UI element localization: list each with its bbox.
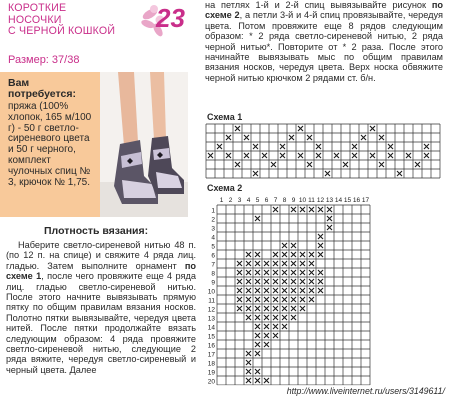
chart-mark-x (291, 243, 296, 248)
scheme-1-reference: по схеме 1 (6, 260, 196, 282)
chart-mark-x (262, 153, 267, 158)
chart-mark-x (264, 342, 269, 347)
chart-mark-x (291, 315, 296, 320)
chart-mark-x (282, 324, 287, 329)
chart-2-row-label: 3 (211, 225, 215, 233)
chart-2-grid (205, 194, 450, 401)
chart-mark-x (255, 288, 260, 293)
chart-mark-x (255, 252, 260, 257)
chart-mark-x (255, 324, 260, 329)
title-line-2: НОСОЧКИ (8, 13, 62, 26)
chart-mark-x (282, 306, 287, 311)
watermark-url: http://www.liveinternet.ru/users/3149611/ (205, 385, 445, 397)
chart-2-col-label: 8 (282, 197, 287, 204)
chart-mark-x (271, 162, 276, 167)
chart-mark-x (246, 369, 251, 374)
chart-2-col-label: 16 (352, 197, 361, 204)
chart-mark-x (235, 162, 240, 167)
chart-mark-x (246, 279, 251, 284)
chart-mark-x (264, 279, 269, 284)
chart-mark-x (280, 144, 285, 149)
chart-mark-x (300, 207, 305, 212)
chart-mark-x (318, 279, 323, 284)
chart-2-row-label: 17 (207, 351, 215, 359)
chart-mark-x (273, 279, 278, 284)
chart-mark-x (244, 135, 249, 140)
chart-mark-x (253, 144, 258, 149)
chart-2-row-label: 2 (211, 216, 215, 224)
chart-mark-x (406, 153, 411, 158)
chart-mark-x (255, 369, 260, 374)
chart-2-col-label: 12 (316, 197, 325, 204)
chart-mark-x (318, 243, 323, 248)
chart-mark-x (388, 153, 393, 158)
chart-mark-x (300, 306, 305, 311)
chart-mark-x (282, 315, 287, 320)
chart-2-col-label: 13 (325, 197, 334, 204)
chart-mark-x (246, 351, 251, 356)
chart-mark-x (255, 306, 260, 311)
instructions-left-column (6, 240, 196, 375)
chart-mark-x (246, 288, 251, 293)
chart-mark-x (282, 279, 287, 284)
chart-mark-x (255, 279, 260, 284)
chart-mark-x (264, 315, 269, 320)
instructions-right-column (205, 0, 443, 83)
chart-2-col-label: 6 (264, 197, 269, 204)
chart-1-grid (205, 123, 445, 179)
chart-mark-x (298, 153, 303, 158)
title-line-3: С ЧЕРНОЙ КОШКОЙ (8, 25, 116, 37)
chart-mark-x (273, 315, 278, 320)
chart-2-col-label: 10 (298, 197, 307, 204)
chart-mark-x (237, 288, 242, 293)
chart-2-col-label: 3 (237, 197, 242, 204)
chart-mark-x (379, 162, 384, 167)
chart-mark-x (282, 252, 287, 257)
chart-2-row-label: 14 (207, 324, 215, 332)
chart-mark-x (264, 270, 269, 275)
chart-2-row-label: 1 (211, 207, 215, 215)
chart-mark-x (226, 153, 231, 158)
chart-mark-x (273, 306, 278, 311)
chart-mark-x (273, 288, 278, 293)
chart-2-row-label: 9 (211, 279, 215, 287)
chart-mark-x (309, 288, 314, 293)
chart-2-row-label: 5 (211, 243, 215, 251)
chart-2-col-label: 9 (291, 197, 296, 204)
chart-mark-x (246, 315, 251, 320)
chart-mark-x (327, 216, 332, 221)
chart-mark-x (309, 270, 314, 275)
chart-2-row-label: 6 (211, 252, 215, 260)
chart-2-col-label: 14 (334, 197, 343, 204)
chart-mark-x (255, 333, 260, 338)
chart-mark-x (300, 270, 305, 275)
scheme-2-reference: по схеме 2 (205, 0, 443, 21)
chart-2-col-label: 15 (343, 197, 352, 204)
chart-mark-x (273, 252, 278, 257)
text-run: на петлях 1-й и 2-й спиц вывязывайте рисунок (205, 0, 432, 10)
chart-mark-x (300, 279, 305, 284)
chart-mark-x (255, 297, 260, 302)
chart-mark-x (273, 261, 278, 266)
chart-mark-x (244, 153, 249, 158)
chart-mark-x (415, 162, 420, 167)
chart-mark-x (309, 252, 314, 257)
chart-mark-x (255, 378, 260, 383)
chart-mark-x (300, 288, 305, 293)
chart-2-row-label: 13 (207, 315, 215, 323)
chart-2-row-label: 16 (207, 342, 215, 350)
chart-mark-x (307, 162, 312, 167)
chart-mark-x (318, 252, 323, 257)
chart-mark-x (237, 261, 242, 266)
chart-mark-x (334, 153, 339, 158)
chart-mark-x (255, 216, 260, 221)
chart-mark-x (379, 135, 384, 140)
chart-2-col-label: 2 (228, 197, 233, 204)
chart-mark-x (282, 270, 287, 275)
chart-2-row-label: 7 (211, 261, 215, 269)
chart-mark-x (246, 306, 251, 311)
chart-mark-x (300, 297, 305, 302)
knitted-socks-photo-icon (100, 72, 188, 217)
chart-mark-x (291, 270, 296, 275)
chart-mark-x (291, 306, 296, 311)
chart-2-row-label: 4 (211, 234, 215, 242)
materials-text: пряжа (100% хлопок, 165 м/100 г) - 50 г светло-сиреневого цвета и 50 г черного, комплект чулочных спиц № 3, крючок № 1,75. (8, 101, 92, 188)
chart-mark-x (282, 243, 287, 248)
chart-mark-x (318, 207, 323, 212)
page-number-badge: 23 (156, 3, 185, 33)
chart-mark-x (309, 279, 314, 284)
chart-2-row-label: 11 (208, 297, 215, 305)
chart-mark-x (397, 171, 402, 176)
chart-mark-x (327, 207, 332, 212)
chart-mark-x (282, 288, 287, 293)
chart-mark-x (217, 144, 222, 149)
chart-mark-x (318, 270, 323, 275)
chart-mark-x (237, 306, 242, 311)
chart-2-row-label: 15 (207, 333, 215, 341)
text-run: , а петли 3-й и 4-й спиц провязывайте, чередуя цвета. Потом провяжите еще 8 рядов следующим образом: * 2 ряда светло-сиреневой нитью, 2 ряда черной нитью*. Повторите от * 2 раза. После этого начинайте вывязывать мыс по общим правилам вязания носков, чередуя цвета. Верх носка обвяжите черной нитью крючком 2 рядами ст. б/н. (205, 10, 443, 83)
chart-mark-x (280, 153, 285, 158)
chart-mark-x (273, 207, 278, 212)
chart-2-row-label: 10 (207, 288, 215, 296)
chart-2-row-label: 20 (207, 378, 215, 386)
chart-mark-x (246, 252, 251, 257)
instructions-paragraph-left (6, 240, 196, 375)
chart-mark-x (291, 252, 296, 257)
chart-2-col-label: 7 (273, 197, 278, 204)
chart-mark-x (316, 144, 321, 149)
chart-mark-x (282, 261, 287, 266)
chart-mark-x (273, 333, 278, 338)
chart-mark-x (343, 162, 348, 167)
chart-mark-x (246, 261, 251, 266)
chart-mark-x (352, 153, 357, 158)
chart-mark-x (246, 270, 251, 275)
chart-mark-x (235, 126, 240, 131)
chart-2-col-label: 11 (308, 197, 315, 204)
chart-2-col-label: 17 (361, 197, 370, 204)
chart-mark-x (282, 297, 287, 302)
chart-2-row-label: 18 (207, 360, 215, 368)
chart-mark-x (424, 144, 429, 149)
chart-mark-x (291, 261, 296, 266)
chart-mark-x (388, 144, 393, 149)
chart-mark-x (273, 324, 278, 329)
chart-mark-x (264, 306, 269, 311)
chart-mark-x (226, 135, 231, 140)
chart-2-col-label: 4 (246, 197, 251, 204)
chart-2-title: Схема 2 (207, 183, 243, 193)
chart-mark-x (300, 252, 305, 257)
chart-mark-x (370, 153, 375, 158)
chart-mark-x (298, 126, 303, 131)
chart-mark-x (255, 261, 260, 266)
text-run: Наберите светло-сиреневой нитью 48 п. (по 12 п. на спице) и свяжите 4 ряда лиц. гладью. Затем выполните орнамент (6, 240, 196, 271)
materials-heading: Вам потребуется: (8, 77, 76, 100)
chart-mark-x (237, 279, 242, 284)
chart-mark-x (253, 171, 258, 176)
chart-mark-x (327, 225, 332, 230)
title-line-1: КОРОТКИЕ (8, 2, 67, 14)
chart-mark-x (300, 261, 305, 266)
chart-mark-x (307, 135, 312, 140)
chart-mark-x (255, 351, 260, 356)
chart-mark-x (316, 153, 321, 158)
chart-mark-x (370, 126, 375, 131)
chart-mark-x (246, 297, 251, 302)
chart-mark-x (289, 135, 294, 140)
chart-1-title: Схема 1 (207, 112, 243, 122)
chart-mark-x (361, 135, 366, 140)
chart-mark-x (255, 315, 260, 320)
chart-mark-x (291, 279, 296, 284)
chart-mark-x (291, 207, 296, 212)
chart-mark-x (309, 297, 314, 302)
chart-2-col-label: 1 (219, 197, 224, 204)
chart-mark-x (264, 297, 269, 302)
chart-2-row-label: 12 (207, 306, 215, 314)
density-heading: Плотность вязания: (44, 225, 149, 237)
chart-mark-x (318, 288, 323, 293)
instructions-paragraph-right (205, 0, 443, 83)
chart-mark-x (237, 297, 242, 302)
chart-mark-x (325, 171, 330, 176)
chart-2-row-label: 8 (211, 270, 215, 278)
chart-mark-x (264, 333, 269, 338)
chart-mark-x (246, 378, 251, 383)
size-label: Размер: 37/38 (8, 54, 80, 66)
chart-mark-x (291, 297, 296, 302)
chart-mark-x (264, 378, 269, 383)
chart-mark-x (352, 144, 357, 149)
chart-mark-x (273, 270, 278, 275)
chart-mark-x (264, 288, 269, 293)
chart-2-row-label: 19 (207, 369, 215, 377)
chart-mark-x (246, 360, 251, 365)
chart-mark-x (291, 288, 296, 293)
chart-mark-x (255, 270, 260, 275)
chart-mark-x (264, 324, 269, 329)
chart-mark-x (264, 261, 269, 266)
chart-mark-x (237, 270, 242, 275)
chart-mark-x (255, 342, 260, 347)
chart-mark-x (318, 234, 323, 239)
text-run: , после чего провяжите еще 4 ряда лиц. гладью светло-сиреневой нитью. После этого начните вывязывать прямую пятку по общим правилам вязания носков. Полотно пятки вывязывайте, чередуя цвета нитей. После пятки продолжайте вязать следующим образом: 4 ряда провяжите светло-сиреневой нитью, следующие 2 ряда вяжите, чередуя светло-сиреневый и черный цвета. Далее (6, 271, 196, 375)
materials-box (0, 72, 100, 217)
chart-mark-x (309, 261, 314, 266)
chart-mark-x (309, 207, 314, 212)
chart-mark-x (273, 297, 278, 302)
chart-2-col-label: 5 (255, 197, 260, 204)
chart-mark-x (424, 153, 429, 158)
socks-photo (100, 72, 188, 217)
chart-mark-x (208, 153, 213, 158)
